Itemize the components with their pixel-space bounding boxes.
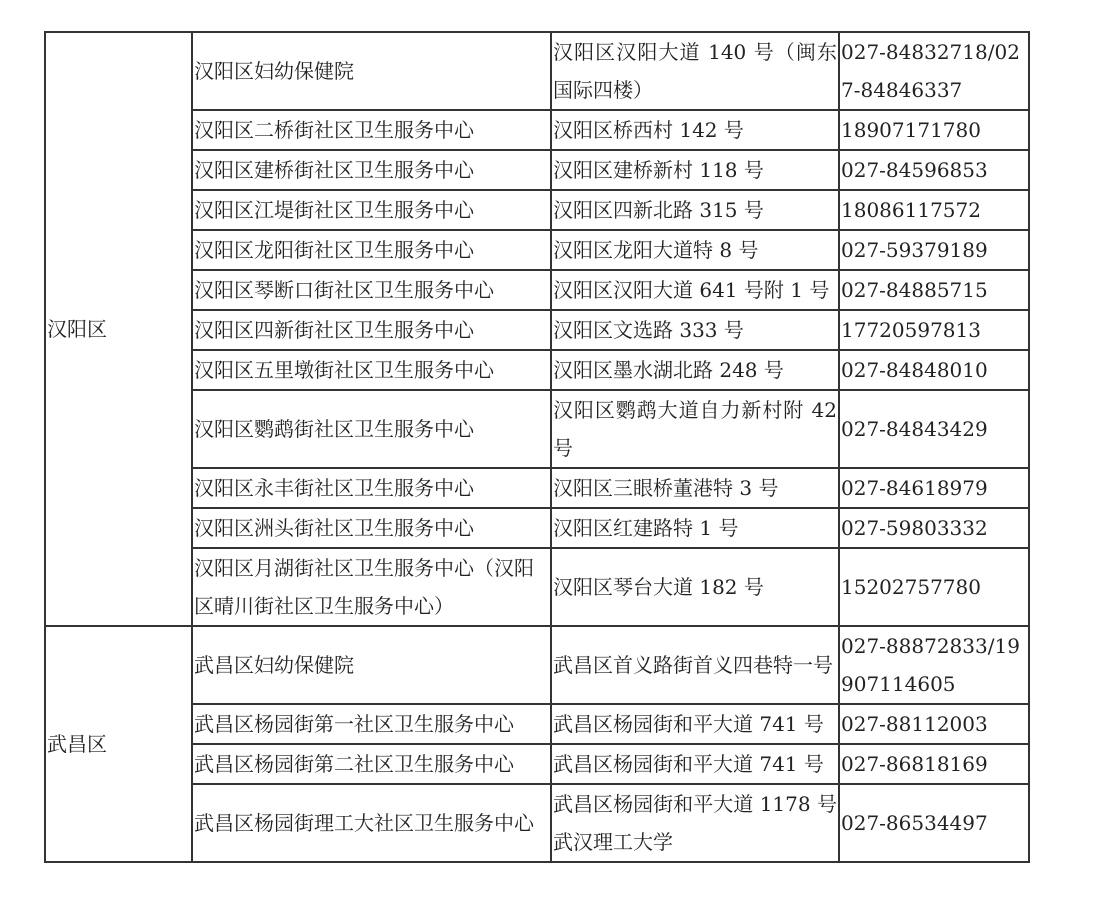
facility-name-cell: 汉阳区龙阳街社区卫生服务中心 bbox=[192, 230, 551, 270]
table-row bbox=[45, 310, 1029, 350]
address-cell: 汉阳区建桥新村 118 号 bbox=[551, 150, 839, 190]
address-cell: 汉阳区鹦鹉大道自力新村附 42 号 bbox=[551, 390, 839, 468]
phone-cell: 17720597813 bbox=[839, 310, 1029, 350]
facility-table bbox=[44, 31, 1030, 863]
table-row bbox=[45, 150, 1029, 190]
address-cell: 武昌区杨园街和平大道 1178 号武汉理工大学 bbox=[551, 784, 839, 862]
table-row bbox=[45, 626, 1029, 704]
phone-cell: 027-84848010 bbox=[839, 350, 1029, 390]
facility-name-cell: 汉阳区二桥街社区卫生服务中心 bbox=[192, 110, 551, 150]
phone-cell: 027-88872833/19907114605 bbox=[839, 626, 1029, 704]
phone-cell: 18086117572 bbox=[839, 190, 1029, 230]
table-row bbox=[45, 468, 1029, 508]
facility-name-cell: 武昌区妇幼保健院 bbox=[192, 626, 551, 704]
facility-name-cell: 武昌区杨园街第二社区卫生服务中心 bbox=[192, 744, 551, 784]
phone-cell: 027-84832718/027-84846337 bbox=[839, 32, 1029, 110]
facility-name-cell: 汉阳区五里墩街社区卫生服务中心 bbox=[192, 350, 551, 390]
table-row bbox=[45, 508, 1029, 548]
phone-cell: 027-84885715 bbox=[839, 270, 1029, 310]
address-cell: 汉阳区桥西村 142 号 bbox=[551, 110, 839, 150]
facility-name-cell: 汉阳区琴断口街社区卫生服务中心 bbox=[192, 270, 551, 310]
address-cell: 武昌区杨园街和平大道 741 号 bbox=[551, 704, 839, 744]
phone-cell: 027-59379189 bbox=[839, 230, 1029, 270]
facility-name-cell: 汉阳区四新街社区卫生服务中心 bbox=[192, 310, 551, 350]
facility-name-cell: 汉阳区洲头街社区卫生服务中心 bbox=[192, 508, 551, 548]
phone-cell: 15202757780 bbox=[839, 548, 1029, 626]
table-row bbox=[45, 744, 1029, 784]
phone-cell: 027-84596853 bbox=[839, 150, 1029, 190]
table-body bbox=[45, 32, 1029, 862]
table-row bbox=[45, 390, 1029, 468]
document bbox=[44, 31, 1030, 863]
table-row bbox=[45, 32, 1029, 110]
address-cell: 武昌区杨园街和平大道 741 号 bbox=[551, 744, 839, 784]
facility-name-cell: 武昌区杨园街第一社区卫生服务中心 bbox=[192, 704, 551, 744]
table-row bbox=[45, 230, 1029, 270]
table-row bbox=[45, 784, 1029, 862]
phone-cell: 027-88112003 bbox=[839, 704, 1029, 744]
address-cell: 汉阳区文选路 333 号 bbox=[551, 310, 839, 350]
address-cell: 汉阳区汉阳大道 140 号（闽东国际四楼） bbox=[551, 32, 839, 110]
phone-cell: 027-84618979 bbox=[839, 468, 1029, 508]
facility-name-cell: 武昌区杨园街理工大社区卫生服务中心 bbox=[192, 784, 551, 862]
table-row bbox=[45, 548, 1029, 626]
address-cell: 汉阳区三眼桥董港特 3 号 bbox=[551, 468, 839, 508]
address-cell: 汉阳区四新北路 315 号 bbox=[551, 190, 839, 230]
facility-name-cell: 汉阳区妇幼保健院 bbox=[192, 32, 551, 110]
phone-cell: 027-84843429 bbox=[839, 390, 1029, 468]
table-row bbox=[45, 270, 1029, 310]
address-cell: 武昌区首义路街首义四巷特一号 bbox=[551, 626, 839, 704]
facility-name-cell: 汉阳区江堤街社区卫生服务中心 bbox=[192, 190, 551, 230]
address-cell: 汉阳区汉阳大道 641 号附 1 号 bbox=[551, 270, 839, 310]
district-cell: 汉阳区 bbox=[45, 32, 192, 626]
district-cell: 武昌区 bbox=[45, 626, 192, 862]
table-row bbox=[45, 190, 1029, 230]
facility-name-cell: 汉阳区建桥街社区卫生服务中心 bbox=[192, 150, 551, 190]
address-cell: 汉阳区龙阳大道特 8 号 bbox=[551, 230, 839, 270]
address-cell: 汉阳区墨水湖北路 248 号 bbox=[551, 350, 839, 390]
facility-name-cell: 汉阳区月湖街社区卫生服务中心（汉阳区晴川街社区卫生服务中心） bbox=[192, 548, 551, 626]
facility-name-cell: 汉阳区永丰街社区卫生服务中心 bbox=[192, 468, 551, 508]
phone-cell: 027-59803332 bbox=[839, 508, 1029, 548]
table-row bbox=[45, 110, 1029, 150]
table-row bbox=[45, 704, 1029, 744]
phone-cell: 18907171780 bbox=[839, 110, 1029, 150]
address-cell: 汉阳区红建路特 1 号 bbox=[551, 508, 839, 548]
table-row bbox=[45, 350, 1029, 390]
address-cell: 汉阳区琴台大道 182 号 bbox=[551, 548, 839, 626]
phone-cell: 027-86818169 bbox=[839, 744, 1029, 784]
facility-name-cell: 汉阳区鹦鹉街社区卫生服务中心 bbox=[192, 390, 551, 468]
phone-cell: 027-86534497 bbox=[839, 784, 1029, 862]
